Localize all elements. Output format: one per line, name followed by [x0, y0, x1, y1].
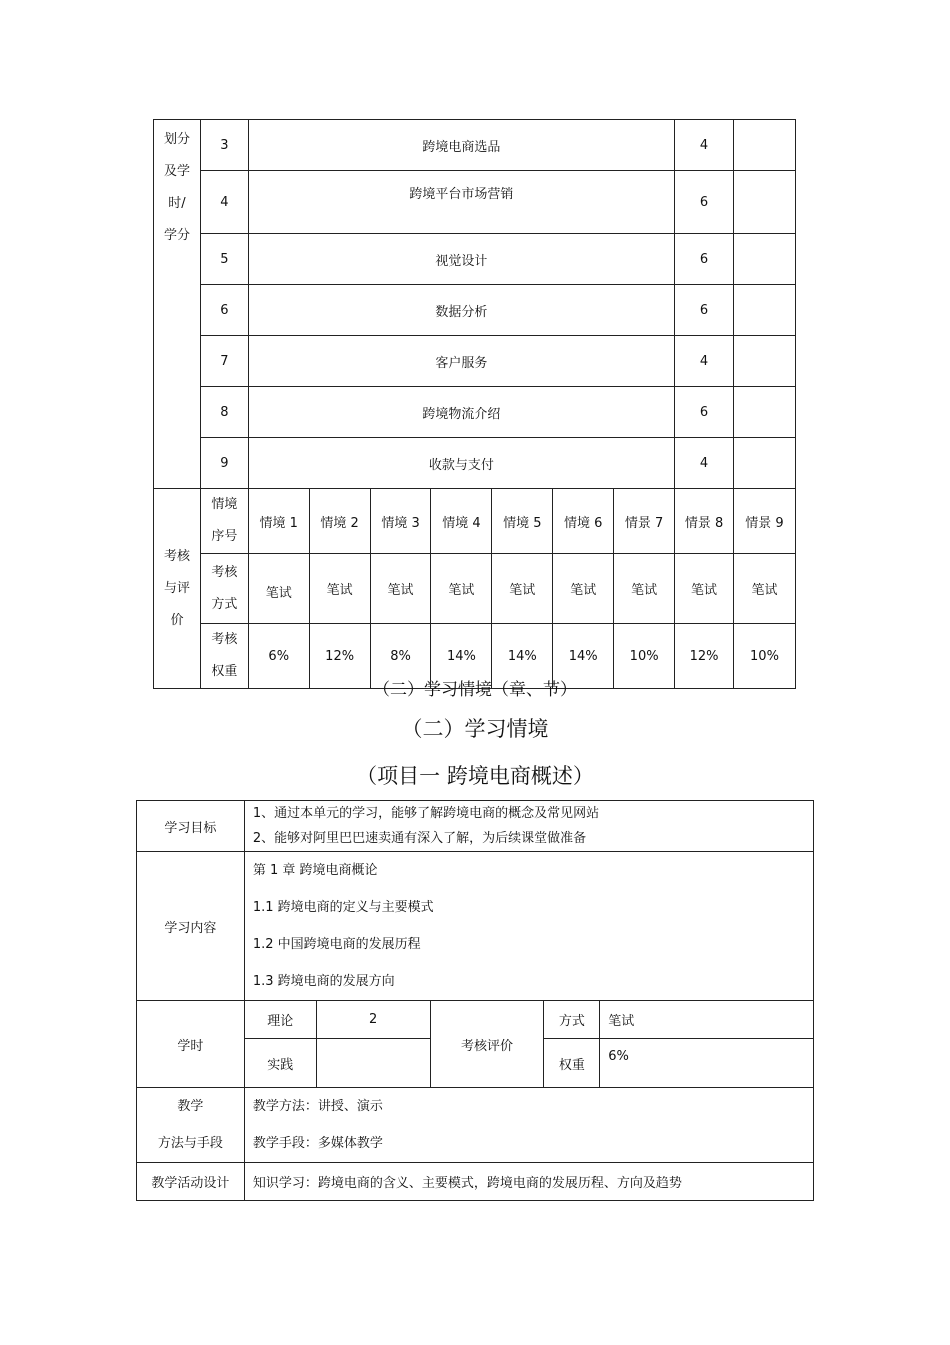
weight-cell: 10% — [733, 624, 795, 689]
table-row — [154, 234, 796, 285]
situation-order-row — [154, 489, 796, 554]
empty-cell — [733, 120, 795, 171]
method-cell: 笔试 — [309, 554, 370, 624]
label-line: 及学 — [163, 164, 190, 179]
method-cell: 笔试 — [248, 554, 309, 624]
label-line: 权重 — [211, 664, 238, 679]
situation-name: 跨境平台市场营销 — [248, 171, 674, 234]
content-line: 1.2 中国跨境电商的发展历程 — [252, 937, 421, 952]
activity-text: 知识学习：跨境电商的含义、主要模式，跨境电商的发展历程、方向及趋势 — [244, 1163, 813, 1201]
method-cell: 笔试 — [614, 554, 675, 624]
goal-label: 学习目标 — [137, 801, 245, 852]
situation-number: 8 — [200, 387, 248, 438]
label-line: 划分 — [163, 132, 190, 147]
label-line: 与评 — [163, 580, 190, 596]
goal-line: 1、通过本单元的学习，能够了解跨境电商的概念及常见网站 — [252, 806, 600, 821]
method-cell: 笔试 — [733, 554, 795, 624]
situation-number: 9 — [200, 438, 248, 489]
method-cell: 笔试 — [370, 554, 431, 624]
weight-label: 权重 — [544, 1039, 600, 1088]
method-cell: 笔试 — [675, 554, 734, 624]
empty-cell — [733, 171, 795, 234]
situation-cell: 情境 4 — [431, 489, 492, 554]
content-text — [244, 852, 813, 1001]
assessment-label: 考核评价 — [430, 1001, 544, 1088]
goal-row — [137, 801, 814, 852]
situation-name: 跨境物流介绍 — [248, 387, 674, 438]
situation-hours: 4 — [675, 438, 734, 489]
label-line: 方法与手段 — [157, 1136, 223, 1151]
assessment-label — [154, 489, 201, 689]
empty-cell — [733, 234, 795, 285]
table-row — [154, 387, 796, 438]
situation-name: 视觉设计 — [248, 234, 674, 285]
situation-cell: 情景 7 — [614, 489, 675, 554]
goal-text — [244, 801, 813, 852]
situation-name: 跨境电商选品 — [248, 120, 674, 171]
project-title: （项目一 跨境电商概述） — [356, 764, 594, 788]
table-row — [154, 120, 796, 171]
mode-label: 方式 — [544, 1001, 600, 1039]
empty-cell — [733, 387, 795, 438]
label-line: 价 — [170, 612, 184, 628]
activity-row — [137, 1163, 814, 1201]
situation-hours: 6 — [675, 234, 734, 285]
empty-cell — [733, 336, 795, 387]
practice-value — [316, 1039, 430, 1088]
empty-cell — [733, 438, 795, 489]
label-line: 考核 — [163, 548, 190, 564]
weight-cell: 14% — [553, 624, 614, 689]
situation-name: 数据分析 — [248, 285, 674, 336]
weight-cell: 14% — [431, 624, 492, 689]
method-cell: 笔试 — [431, 554, 492, 624]
weight-cell: 12% — [309, 624, 370, 689]
mode-value: 笔试 — [600, 1001, 814, 1039]
assessment-method-row — [154, 554, 796, 624]
page-title: （二）学习情境 — [401, 717, 549, 741]
method-line: 教学手段：多媒体教学 — [252, 1136, 383, 1151]
goal-line: 2、能够对阿里巴巴速卖通有深入了解，为后续课堂做准备 — [252, 831, 587, 846]
situation-number: 7 — [200, 336, 248, 387]
situation-hours: 6 — [675, 171, 734, 234]
situation-name: 收款与支付 — [248, 438, 674, 489]
situation-order-label — [200, 489, 248, 554]
weight-cell: 14% — [492, 624, 553, 689]
content-line: 第 1 章 跨境电商概论 — [252, 863, 378, 878]
weight-value: 6% — [600, 1039, 814, 1088]
situation-hours: 6 — [675, 387, 734, 438]
hours-credits-label — [154, 120, 201, 489]
table-row — [154, 285, 796, 336]
situation-cell: 情境 6 — [553, 489, 614, 554]
method-line: 教学方法：讲授、演示 — [252, 1099, 383, 1114]
situation-number: 3 — [200, 120, 248, 171]
label-line: 情境 — [211, 497, 238, 512]
method-text — [244, 1088, 813, 1163]
content-line: 1.3 跨境电商的发展方向 — [252, 974, 395, 989]
learning-situation-table — [136, 800, 814, 1201]
method-label — [137, 1088, 245, 1163]
situation-hours: 4 — [675, 120, 734, 171]
hours-label: 学时 — [137, 1001, 245, 1088]
hours-row-theory — [137, 1001, 814, 1039]
theory-label: 理论 — [244, 1001, 316, 1039]
activity-label: 教学活动设计 — [137, 1163, 245, 1201]
situation-cell: 情境 5 — [492, 489, 553, 554]
table-row — [154, 336, 796, 387]
weight-cell: 6% — [248, 624, 309, 689]
content-label: 学习内容 — [137, 852, 245, 1001]
label-line: 时/ — [168, 196, 186, 211]
situation-number: 5 — [200, 234, 248, 285]
situation-hours: 6 — [675, 285, 734, 336]
method-cell: 笔试 — [553, 554, 614, 624]
content-line: 1.1 跨境电商的定义与主要模式 — [252, 900, 434, 915]
practice-label: 实践 — [244, 1039, 316, 1088]
weight-cell: 8% — [370, 624, 431, 689]
label-line: 学分 — [163, 228, 190, 243]
situation-name: 客户服务 — [248, 336, 674, 387]
situation-cell: 情景 8 — [675, 489, 734, 554]
method-cell: 笔试 — [492, 554, 553, 624]
situation-cell: 情境 3 — [370, 489, 431, 554]
situation-cell: 情境 1 — [248, 489, 309, 554]
course-hours-table — [153, 119, 796, 689]
table-row — [154, 438, 796, 489]
situation-number: 4 — [200, 171, 248, 234]
empty-cell — [733, 285, 795, 336]
situation-cell: 情景 9 — [733, 489, 795, 554]
section-heading: （二）学习情境（章、节） — [373, 680, 577, 700]
weight-cell: 10% — [614, 624, 675, 689]
label-line: 序号 — [211, 529, 238, 544]
content-row — [137, 852, 814, 1001]
situation-hours: 4 — [675, 336, 734, 387]
label-line: 方式 — [211, 596, 238, 612]
weight-cell: 12% — [675, 624, 734, 689]
assessment-method-label — [200, 554, 248, 624]
label-line: 考核 — [211, 632, 238, 647]
table-row — [154, 171, 796, 234]
label-line: 考核 — [211, 564, 238, 580]
situation-number: 6 — [200, 285, 248, 336]
situation-cell: 情境 2 — [309, 489, 370, 554]
label-line: 教学 — [177, 1099, 204, 1114]
method-row — [137, 1088, 814, 1163]
theory-value: 2 — [316, 1001, 430, 1039]
